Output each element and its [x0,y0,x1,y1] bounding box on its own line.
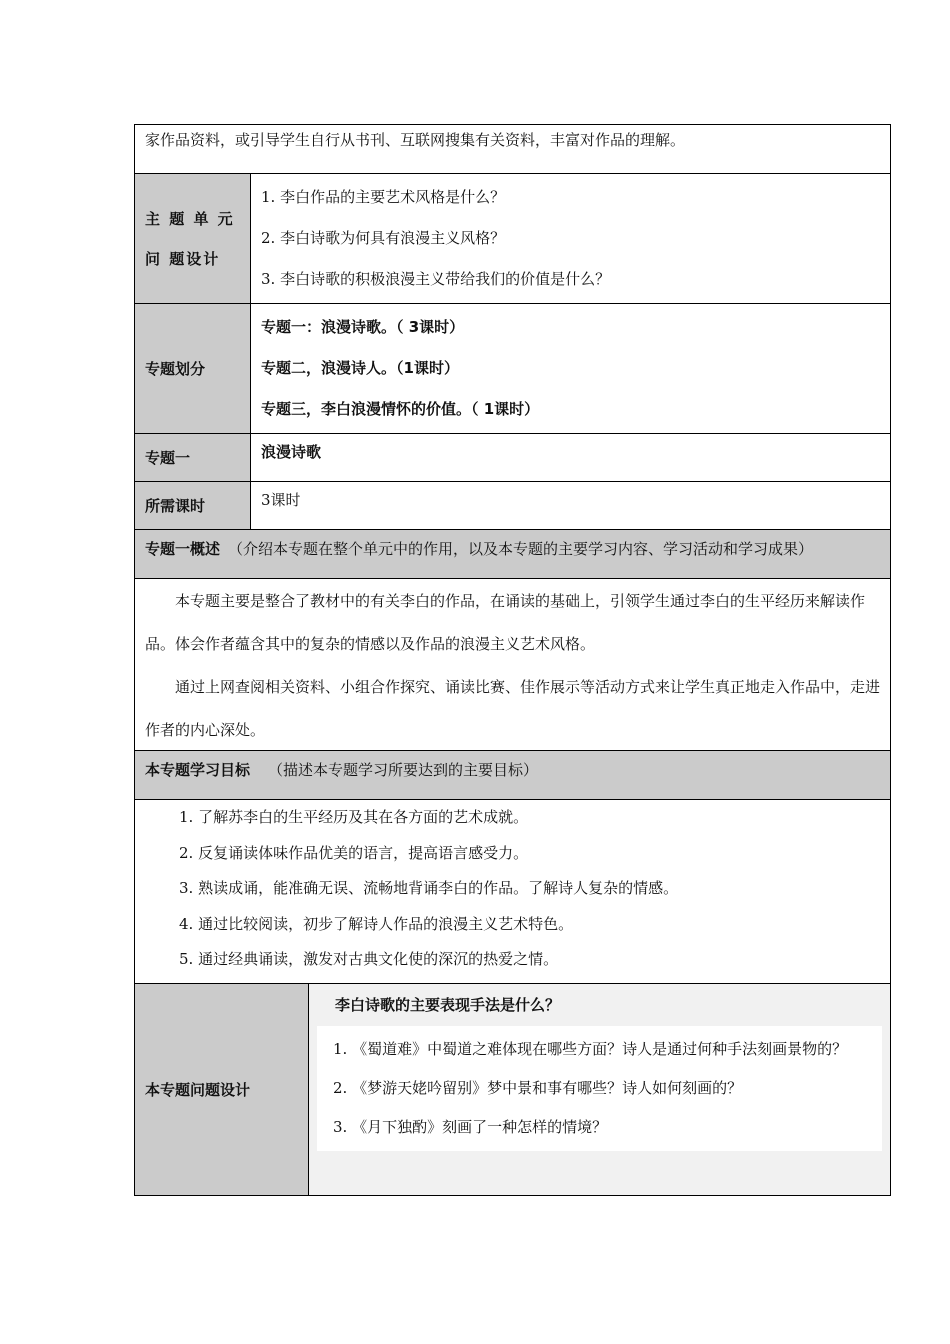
topic-questions-row [134,984,891,1196]
overview-hint: （介绍本专题在整个单元中的作用，以及本专题的主要学习内容、学习活动和学习成果） [228,540,814,558]
topic-division-label: 专题划分 [135,304,251,433]
goals-header [135,751,890,799]
topic-item: 专题一：浪漫诗歌。（ 3课时） [261,318,465,336]
goal-item: 2. 反复诵读体味作品优美的语言，提高语言感受力。 [179,843,529,862]
topic-questions-panel [309,984,890,1195]
unit-question: 3. 李白诗歌的积极浪漫主义带给我们的价值是什么？ [261,270,611,288]
unit-question: 2. 李白诗歌为何具有浪漫主义风格？ [261,229,506,247]
goals-body [135,800,890,983]
goal-item: 1. 了解苏李白的生平经历及其在各方面的艺术成就。 [179,808,529,826]
goal-item: 5. 通过经典诵读，激发对古典文化使的深沉的热爱之情。 [179,950,559,968]
unit-question: 1. 李白作品的主要艺术风格是什么？ [261,188,506,206]
goals-label: 本专题学习目标 [145,761,251,779]
hours-value: 3课时 [261,491,301,509]
goals-header-row [134,751,891,800]
overview-paragraph: 本专题主要是整合了教材中的有关李白的作品，在诵读的基础上，引领学生通过李白的生平经历来解读作品。体会作者蕴含其中的复杂的情感以及作品的浪漫主义艺术风格。 [145,592,866,653]
intro-row [134,124,891,174]
topic-question: 3. 《月下独酌》刻画了一种怎样的情境？ [333,1118,608,1136]
topic-item: 专题二，浪漫诗人。（1课时） [261,359,459,377]
goals-body-row [134,800,891,984]
topic-questions-title: 李白诗歌的主要表现手法是什么？ [335,996,561,1014]
intro-text: 家作品资料，或引导学生自行从书刊、互联网搜集有关资料，丰富对作品的理解。 [145,131,686,149]
overview-header [135,530,890,578]
lesson-plan-table [134,124,891,1196]
topic-one-row [134,434,891,482]
topic-questions-list [317,1026,882,1151]
hours-label: 所需课时 [135,482,251,529]
topic-division-row [134,304,891,434]
overview-header-row [134,530,891,579]
goal-item: 3. 熟读成诵，能准确无误、流畅地背诵李白的作品。了解诗人复杂的情感。 [179,879,679,897]
overview-label: 专题一概述 [145,540,221,558]
goal-item: 4. 通过比较阅读，初步了解诗人作品的浪漫主义艺术特色。 [179,914,574,933]
overview-body [135,579,890,750]
topic-question: 1. 《蜀道难》中蜀道之难体现在哪些方面？诗人是通过何种手法刻画景物的？ [333,1040,848,1058]
unit-questions-row [134,174,891,304]
topic-questions-label: 本专题问题设计 [135,984,309,1195]
topic-one-value: 浪漫诗歌 [261,443,322,461]
topic-one-label: 专题一 [135,434,251,481]
topic-division-content [251,304,890,433]
unit-questions-content [251,174,890,303]
topic-item: 专题三，李白浪漫情怀的价值。（ 1课时） [261,400,540,418]
hours-row [134,482,891,530]
goals-hint: （描述本专题学习所要达到的主要目标） [268,761,539,779]
unit-questions-label: 主 题 单 元 问 题设计 [135,174,251,303]
topic-question: 2. 《梦游天姥吟留别》梦中景和事有哪些？诗人如何刻画的？ [333,1079,743,1097]
overview-body-row [134,579,891,751]
overview-paragraph: 通过上网查阅相关资料、小组合作探究、诵读比赛、佳作展示等活动方式来让学生真正地走入作品中，走进作者的内心深处。 [145,678,881,739]
